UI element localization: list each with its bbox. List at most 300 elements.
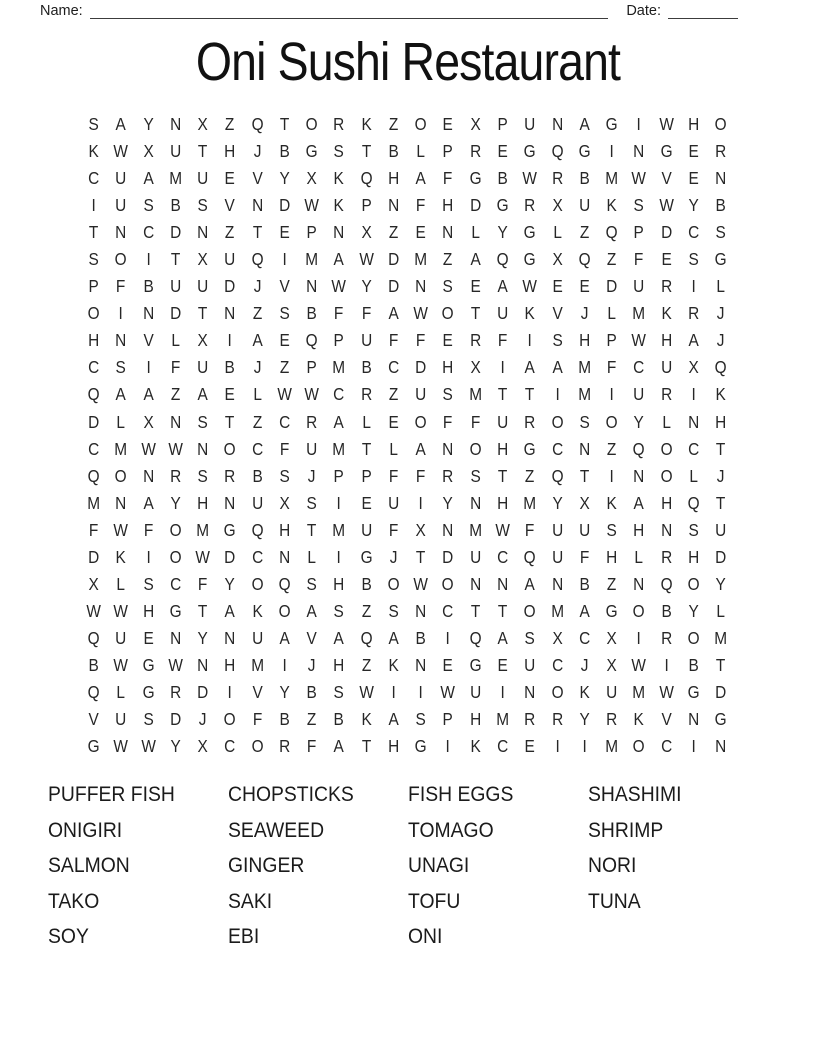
grid-cell: N — [442, 438, 454, 459]
grid-cell: A — [688, 330, 699, 351]
grid-cell: F — [606, 357, 617, 378]
word-list-item: FISH EGGS — [408, 782, 514, 806]
grid-cell: C — [578, 627, 590, 648]
grid-cell: D — [278, 195, 291, 216]
grid-cell: J — [716, 465, 725, 486]
grid-cell: N — [687, 411, 700, 432]
grid-cell: A — [143, 168, 154, 189]
grid-cell: C — [88, 438, 100, 459]
grid-cell: L — [661, 411, 671, 432]
grid-cell: O — [442, 573, 455, 594]
grid-cell: O — [251, 736, 264, 757]
grid-cell: Y — [579, 709, 590, 730]
grid-cell: Q — [551, 141, 564, 162]
grid-cell: V — [661, 168, 672, 189]
grid-cell: C — [169, 573, 181, 594]
grid-cell: D — [169, 222, 181, 243]
grid-cell: U — [660, 357, 672, 378]
grid-cell: S — [415, 709, 426, 730]
grid-cell: O — [687, 627, 700, 648]
grid-cell: S — [88, 114, 99, 135]
grid-cell: W — [658, 114, 674, 135]
grid-cell: L — [307, 546, 317, 567]
date-blank-line — [668, 2, 738, 19]
grid-cell: G — [605, 600, 618, 621]
grid-cell: I — [146, 357, 151, 378]
word-list-item: NORI — [588, 853, 637, 878]
grid-cell: C — [88, 357, 100, 378]
grid-cell: S — [551, 330, 563, 351]
grid-cell: W — [195, 546, 210, 567]
grid-cell: M — [332, 438, 346, 459]
grid-cell: B — [333, 709, 345, 730]
grid-cell: D — [224, 276, 236, 297]
grid-cell: M — [87, 492, 101, 513]
grid-cell: M — [632, 682, 646, 702]
grid-cell: L — [416, 141, 426, 162]
grid-cell: L — [171, 330, 180, 351]
grid-cell: N — [278, 546, 291, 567]
grid-cell: V — [224, 195, 236, 216]
grid-cell: D — [387, 276, 400, 297]
grid-cell: S — [306, 492, 317, 513]
grid-cell: U — [197, 357, 209, 378]
grid-cell: I — [527, 330, 533, 351]
grid-cell: R — [278, 736, 291, 757]
grid-cell: F — [579, 546, 590, 567]
grid-cell: B — [579, 168, 590, 189]
grid-cell: T — [197, 141, 208, 162]
grid-cell: B — [661, 600, 672, 621]
word-list-item: GINGER — [228, 853, 305, 878]
grid-cell: H — [224, 141, 236, 162]
grid-cell: V — [252, 682, 263, 702]
grid-cell: M — [414, 249, 428, 270]
grid-cell: K — [115, 546, 127, 567]
word-list-item: ONIGIRI — [48, 817, 123, 842]
grid-cell: S — [143, 573, 154, 594]
word-list-item: ONI — [408, 924, 443, 949]
grid-cell: U — [415, 384, 427, 405]
grid-cell: U — [715, 519, 727, 540]
grid-cell: N — [224, 627, 236, 648]
grid-cell: G — [360, 546, 373, 567]
grid-cell: W — [522, 168, 538, 189]
grid-cell: S — [688, 249, 699, 270]
grid-cell: B — [688, 654, 699, 675]
grid-cell: A — [524, 357, 536, 378]
grid-cell: A — [633, 492, 645, 513]
grid-cell: D — [442, 546, 454, 567]
grid-cell: M — [577, 384, 591, 405]
grid-cell: A — [579, 600, 590, 621]
grid-cell: O — [632, 600, 645, 621]
grid-cell: G — [469, 654, 482, 675]
grid-cell: R — [333, 114, 345, 135]
grid-cell: Z — [225, 114, 235, 135]
grid-cell: W — [140, 736, 156, 757]
grid-cell: N — [551, 114, 563, 135]
grid-cell: U — [115, 195, 127, 216]
grid-cell: R — [524, 195, 536, 216]
grid-cell: Q — [87, 465, 100, 486]
grid-cell: S — [143, 195, 154, 216]
grid-cell: U — [251, 627, 263, 648]
grid-cell: T — [716, 492, 726, 513]
grid-cell: L — [116, 573, 126, 594]
grid-cell: U — [578, 195, 590, 216]
grid-cell: Z — [279, 357, 290, 378]
grid-cell: B — [497, 168, 508, 189]
grid-cell: Q — [605, 222, 618, 243]
grid-cell: G — [714, 249, 727, 270]
grid-cell: X — [470, 114, 481, 135]
grid-cell: W — [440, 682, 456, 702]
grid-cell: T — [252, 222, 262, 243]
grid-cell: T — [361, 438, 371, 459]
grid-cell: O — [469, 438, 482, 459]
name-blank-line — [90, 2, 609, 19]
page-title: Oni Sushi Restaurant — [195, 32, 621, 92]
grid-cell: T — [279, 114, 290, 135]
grid-cell: Q — [360, 168, 373, 189]
grid-cell: X — [606, 654, 617, 675]
grid-cell: C — [633, 357, 645, 378]
grid-cell: Q — [469, 627, 482, 648]
grid-cell: X — [197, 330, 208, 351]
grid-cell: M — [169, 168, 182, 189]
grid-cell: H — [660, 330, 672, 351]
grid-cell: Q — [523, 546, 536, 567]
grid-cell: X — [415, 519, 426, 540]
grid-cell: G — [687, 682, 700, 702]
grid-cell: J — [580, 654, 589, 675]
grid-cell: V — [88, 709, 99, 730]
grid-cell: R — [306, 411, 318, 432]
grid-cell: X — [197, 736, 208, 757]
grid-cell: E — [470, 276, 481, 297]
grid-cell: R — [551, 168, 563, 189]
grid-cell: Q — [87, 627, 100, 648]
grid-cell: N — [115, 492, 127, 513]
grid-cell: Q — [305, 330, 318, 351]
word-list-item: SOY — [48, 924, 89, 949]
grid-cell: I — [336, 546, 342, 567]
grid-cell: G — [496, 195, 509, 216]
grid-cell: N — [115, 330, 127, 351]
grid-cell: G — [414, 736, 427, 757]
grid-cell: A — [470, 249, 481, 270]
grid-cell: J — [716, 330, 725, 351]
grid-cell: S — [88, 249, 99, 270]
grid-cell: U — [524, 114, 536, 135]
grid-cell: O — [632, 736, 645, 757]
grid-cell: P — [361, 465, 372, 486]
grid-cell: Z — [388, 222, 399, 243]
grid-cell: N — [687, 709, 700, 730]
grid-cell: I — [609, 141, 614, 162]
grid-cell: C — [687, 438, 700, 459]
grid-cell: S — [524, 627, 536, 648]
grid-cell: R — [469, 330, 481, 351]
grid-cell: E — [497, 654, 508, 675]
grid-cell: Z — [606, 249, 617, 270]
grid-cell: U — [469, 546, 481, 567]
word-search-grid — [80, 111, 734, 760]
grid-cell: I — [636, 627, 642, 648]
grid-cell: N — [142, 465, 154, 486]
grid-cell: U — [606, 682, 618, 702]
grid-cell: M — [605, 168, 619, 189]
grid-cell: O — [169, 546, 182, 567]
grid-cell: Y — [279, 168, 290, 189]
date-label: Date: — [626, 3, 661, 19]
grid-cell: R — [469, 141, 481, 162]
grid-cell: F — [279, 438, 290, 459]
word-list-item: SHASHIMI — [588, 782, 682, 806]
grid-cell: E — [551, 276, 563, 297]
grid-cell: X — [197, 249, 208, 270]
grid-cell: Y — [633, 411, 645, 432]
grid-cell: B — [579, 573, 590, 594]
grid-cell: Y — [688, 195, 699, 216]
grid-cell: N — [169, 114, 181, 135]
grid-cell: B — [279, 141, 290, 162]
grid-cell: M — [714, 627, 728, 648]
grid-cell: L — [607, 303, 616, 324]
grid-cell: U — [387, 492, 400, 513]
grid-cell: W — [113, 519, 129, 540]
grid-cell: C — [497, 546, 509, 567]
grid-cell: B — [88, 654, 99, 675]
grid-cell: F — [307, 736, 317, 757]
grid-cell: Q — [251, 519, 264, 540]
grid-cell: T — [307, 519, 317, 540]
grid-cell: V — [661, 709, 672, 730]
grid-cell: H — [142, 600, 154, 621]
grid-cell: Y — [497, 222, 508, 243]
grid-cell: Y — [442, 492, 454, 513]
grid-cell: Q — [87, 384, 100, 405]
grid-cell: I — [91, 195, 96, 216]
grid-cell: R — [169, 465, 181, 486]
grid-cell: Y — [170, 492, 181, 513]
grid-cell: N — [142, 303, 154, 324]
grid-cell: B — [170, 195, 181, 216]
grid-cell: S — [279, 465, 290, 486]
grid-cell: I — [554, 736, 560, 757]
grid-cell: E — [688, 141, 699, 162]
grid-cell: N — [469, 492, 481, 513]
grid-cell: S — [197, 465, 208, 486]
grid-cell: W — [658, 682, 674, 702]
word-list-item: UNAGI — [408, 853, 470, 878]
grid-cell: R — [442, 465, 454, 486]
grid-cell: F — [388, 330, 399, 351]
grid-cell: N — [497, 573, 509, 594]
grid-cell: R — [524, 411, 536, 432]
grid-cell: O — [687, 573, 700, 594]
grid-cell: A — [524, 573, 536, 594]
grid-cell: P — [606, 330, 617, 351]
grid-cell: B — [388, 141, 399, 162]
grid-cell: X — [143, 141, 154, 162]
grid-cell: A — [551, 357, 563, 378]
word-list-column — [408, 777, 588, 955]
grid-cell: N — [715, 736, 727, 757]
grid-cell: R — [715, 141, 727, 162]
grid-cell: A — [143, 384, 154, 405]
grid-cell: Z — [252, 411, 262, 432]
grid-cell: B — [715, 195, 726, 216]
grid-cell: X — [551, 627, 563, 648]
grid-cell: O — [87, 303, 100, 324]
grid-cell: F — [116, 276, 126, 297]
grid-cell: T — [579, 465, 590, 486]
grid-cell: Y — [279, 682, 290, 702]
grid-cell: W — [168, 438, 183, 459]
grid-cell: Y — [361, 276, 372, 297]
grid-cell: W — [331, 276, 347, 297]
grid-cell: E — [497, 141, 508, 162]
grid-cell: U — [551, 546, 563, 567]
grid-cell: N — [224, 303, 236, 324]
word-list-column — [228, 777, 408, 955]
grid-cell: L — [689, 465, 698, 486]
grid-cell: O — [414, 411, 427, 432]
grid-cell: E — [688, 168, 699, 189]
grid-cell: M — [114, 438, 128, 459]
grid-cell: R — [660, 546, 672, 567]
grid-cell: S — [442, 276, 454, 297]
grid-cell: L — [471, 222, 480, 243]
grid-cell: E — [279, 222, 290, 243]
grid-cell: Y — [197, 627, 208, 648]
grid-cell: Y — [551, 492, 563, 513]
grid-cell: H — [469, 709, 481, 730]
grid-cell: O — [551, 682, 564, 702]
grid-cell: N — [197, 222, 209, 243]
grid-cell: Z — [443, 249, 453, 270]
grid-cell: I — [336, 492, 342, 513]
grid-cell: K — [361, 709, 372, 730]
grid-cell: L — [116, 411, 126, 432]
grid-cell: S — [279, 303, 290, 324]
grid-cell: T — [497, 600, 508, 621]
grid-cell: Q — [360, 627, 373, 648]
grid-cell: N — [469, 573, 481, 594]
grid-cell: B — [306, 682, 317, 702]
grid-cell: C — [387, 357, 400, 378]
grid-cell: E — [442, 114, 454, 135]
grid-cell: R — [551, 709, 563, 730]
grid-cell: A — [388, 709, 399, 730]
grid-cell: N — [524, 682, 536, 702]
grid-cell: H — [442, 357, 454, 378]
grid-cell: N — [715, 168, 727, 189]
grid-cell: Q — [687, 492, 700, 513]
grid-cell: J — [307, 654, 316, 675]
grid-cell: E — [524, 736, 536, 757]
grid-cell: M — [305, 249, 319, 270]
grid-cell: U — [524, 654, 536, 675]
grid-cell: C — [251, 546, 263, 567]
grid-cell: W — [413, 573, 429, 594]
grid-cell: T — [470, 303, 481, 324]
word-list-item: SHRIMP — [588, 817, 664, 842]
grid-cell: B — [306, 303, 317, 324]
name-label: Name: — [40, 3, 83, 19]
grid-cell: N — [415, 600, 427, 621]
grid-cell: Z — [170, 384, 181, 405]
grid-cell: N — [224, 492, 236, 513]
grid-cell: O — [660, 438, 673, 459]
grid-cell: M — [250, 654, 264, 675]
grid-cell: W — [631, 330, 647, 351]
grid-cell: D — [415, 357, 427, 378]
grid-cell: O — [551, 411, 564, 432]
grid-cell: Z — [361, 654, 371, 675]
grid-cell: U — [497, 411, 509, 432]
grid-cell: S — [388, 600, 399, 621]
grid-cell: R — [660, 276, 672, 297]
grid-cell: H — [333, 573, 345, 594]
grid-cell: O — [523, 600, 536, 621]
grid-cell: O — [305, 114, 318, 135]
grid-cell: Q — [632, 438, 645, 459]
grid-cell: A — [388, 627, 399, 648]
grid-cell: C — [442, 600, 454, 621]
grid-cell: Z — [252, 303, 262, 324]
grid-cell: W — [168, 654, 183, 675]
grid-cell: F — [416, 195, 426, 216]
grid-cell: R — [660, 384, 672, 405]
grid-cell: S — [306, 573, 317, 594]
grid-cell: N — [306, 276, 318, 297]
grid-cell: O — [278, 600, 291, 621]
grid-cell: H — [606, 546, 618, 567]
grid-cell: T — [88, 222, 99, 243]
grid-cell: Q — [551, 465, 564, 486]
grid-cell: P — [333, 465, 345, 486]
grid-cell: U — [360, 330, 372, 351]
grid-cell: V — [306, 627, 317, 648]
grid-cell: H — [497, 438, 509, 459]
grid-cell: I — [554, 384, 560, 405]
grid-cell: A — [279, 627, 290, 648]
grid-cell: K — [361, 114, 372, 135]
grid-cell: X — [579, 492, 590, 513]
grid-cell: A — [333, 249, 345, 270]
grid-cell: M — [468, 384, 482, 405]
header-row — [40, 2, 738, 19]
grid-cell: F — [252, 709, 262, 730]
grid-cell: Z — [606, 573, 617, 594]
grid-cell: U — [578, 519, 590, 540]
grid-cell: Z — [388, 384, 399, 405]
grid-cell: V — [143, 330, 154, 351]
grid-cell: K — [333, 168, 345, 189]
grid-cell: B — [143, 276, 154, 297]
grid-cell: D — [169, 303, 181, 324]
grid-cell: O — [114, 465, 127, 486]
grid-cell: L — [634, 546, 644, 567]
grid-cell: D — [387, 249, 400, 270]
grid-cell: A — [224, 600, 236, 621]
grid-cell: S — [715, 222, 726, 243]
grid-cell: I — [227, 682, 233, 702]
grid-cell: K — [606, 492, 617, 513]
